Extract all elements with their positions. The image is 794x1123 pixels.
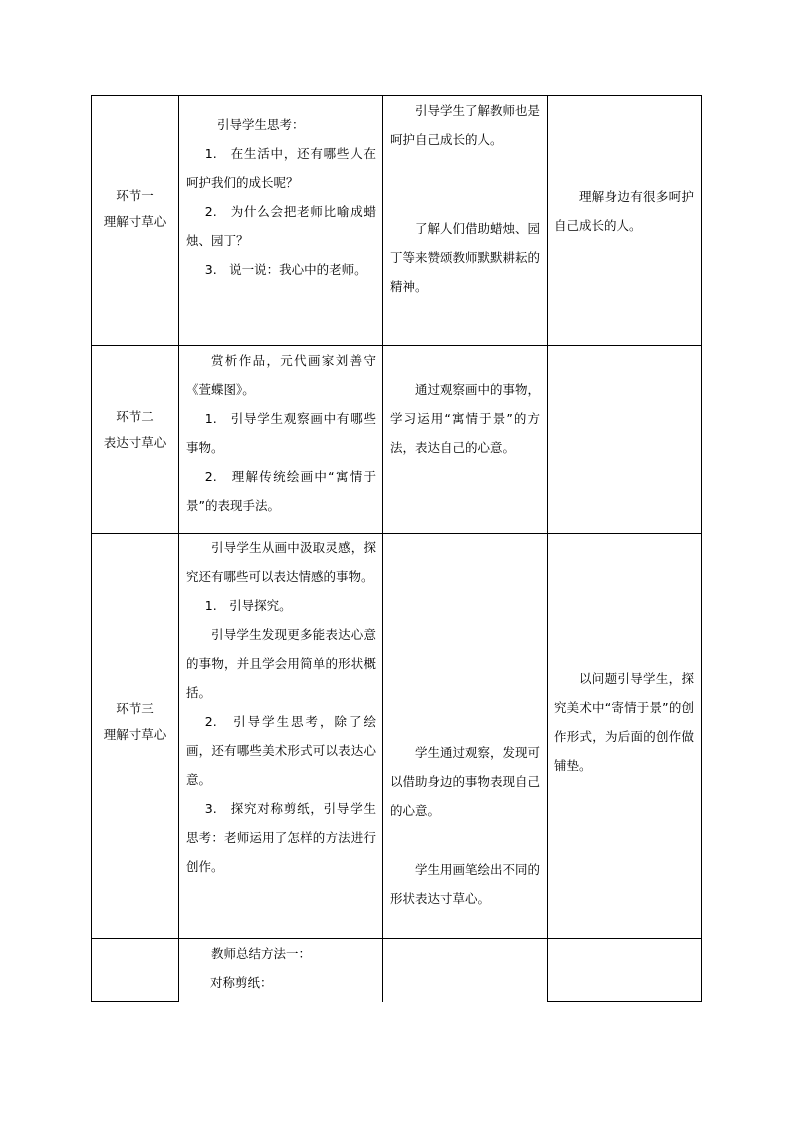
col-line-1 bbox=[178, 95, 179, 1002]
process-line: 2. 理解传统绘画中“寓情于景”的表现手法。 bbox=[186, 469, 376, 513]
process-line: 教师总结方法一： bbox=[211, 946, 312, 961]
process-line: 引导学生发现更多能表达心意的事物，并且学会用简单的形状概括。 bbox=[186, 627, 376, 700]
row-line-4 bbox=[91, 1001, 179, 1002]
row3-stage bbox=[92, 696, 178, 748]
process-line: 引导学生从画中汲取灵感，探究还有哪些可以表达情感的事物。 bbox=[186, 540, 376, 584]
row1-intent bbox=[554, 182, 694, 240]
intent-line: 理解身边有很多呵护自己成长的人。 bbox=[554, 189, 694, 233]
row1-student bbox=[390, 96, 540, 301]
student-line: 引导学生了解教师也是呵护自己成长的人。 bbox=[390, 103, 541, 147]
col-line-3 bbox=[547, 95, 548, 1002]
process-line: 1. 引导学生观察画中有哪些事物。 bbox=[186, 411, 376, 455]
student-line: 学生用画笔绘出不同的形状表达寸草心。 bbox=[390, 862, 541, 906]
stage-title: 表达寸草心 bbox=[103, 435, 167, 450]
intent-line: 以问题引导学生，探究美术中“寄情于景”的创作形式，为后面的创作做铺垫。 bbox=[554, 671, 694, 773]
row-line-2 bbox=[91, 533, 702, 534]
stage-name: 环节二 bbox=[116, 409, 154, 424]
row-line-3 bbox=[91, 938, 702, 939]
stage-title: 理解寸草心 bbox=[103, 214, 167, 229]
row3-student bbox=[390, 738, 540, 913]
process-line: 3. 说一说：我心中的老师。 bbox=[204, 262, 367, 277]
process-line: 赏析作品，元代画家刘善守《萱蝶图》。 bbox=[186, 353, 376, 397]
row2-student bbox=[390, 375, 540, 462]
process-line: 对称剪纸： bbox=[210, 975, 273, 990]
student-line: 学生通过观察，发现可以借助身边的事物表现自己的心意。 bbox=[390, 745, 541, 818]
stage-name: 环节一 bbox=[116, 188, 154, 203]
col-line-4 bbox=[701, 95, 702, 1001]
row3-intent bbox=[554, 664, 694, 780]
col-line-2 bbox=[382, 95, 383, 1002]
process-line: 2. 为什么会把老师比喻成蜡烛、园丁？ bbox=[186, 204, 376, 248]
student-line: 通过观察画中的事物，学习运用“寓情于景”的方法，表达自己的心意。 bbox=[390, 382, 541, 455]
row1-process bbox=[186, 110, 376, 284]
row1-stage bbox=[92, 183, 178, 235]
stage-title: 理解寸草心 bbox=[103, 727, 167, 742]
process-line: 2. 引导学生思考，除了绘画，还有哪些美术形式可以表达心意。 bbox=[186, 714, 376, 787]
row2-process bbox=[186, 346, 376, 520]
row-line-4b bbox=[547, 1001, 702, 1002]
process-line: 1. 在生活中，还有哪些人在呵护我们的成长呢？ bbox=[186, 146, 376, 190]
row2-stage bbox=[92, 404, 178, 456]
row-line-1 bbox=[91, 345, 702, 346]
row4-process bbox=[186, 939, 376, 997]
process-line: 1. 引导探究。 bbox=[204, 598, 292, 613]
row3-process bbox=[186, 533, 376, 881]
process-line: 3. 探究对称剪纸，引导学生思考：老师运用了怎样的方法进行创作。 bbox=[186, 801, 376, 874]
student-line: 了解人们借助蜡烛、园丁等来赞颂教师默默耕耘的精神。 bbox=[390, 221, 541, 294]
stage-name: 环节三 bbox=[116, 701, 154, 716]
process-line: 引导学生思考： bbox=[217, 117, 305, 132]
